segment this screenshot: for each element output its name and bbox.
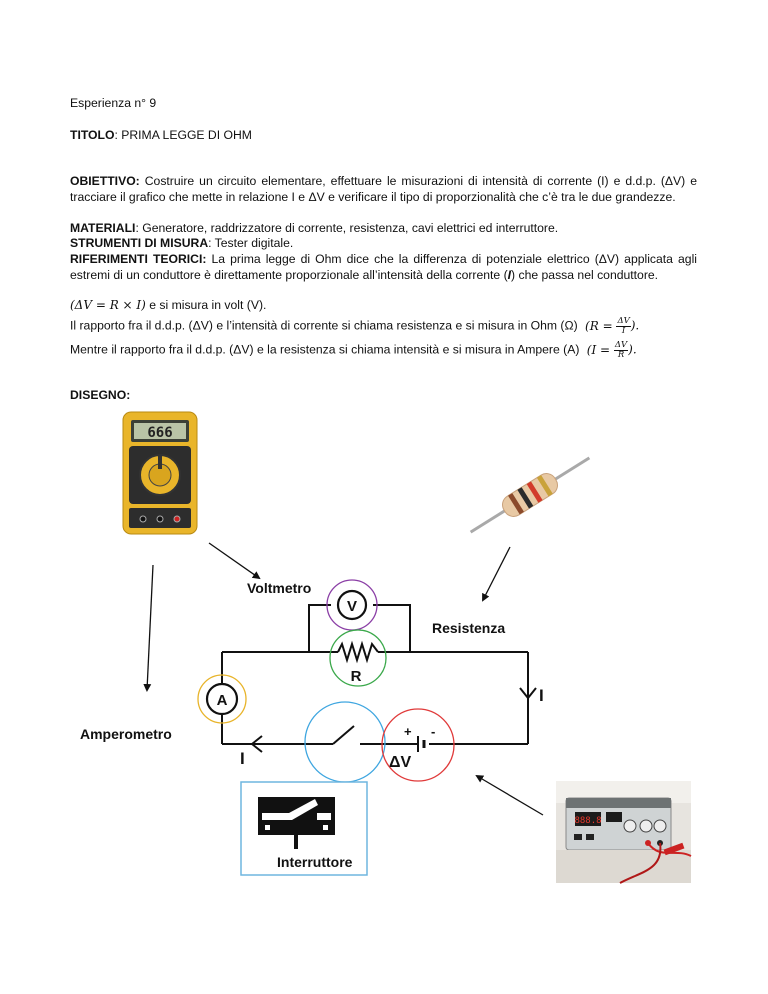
multimeter-image — [123, 412, 197, 534]
theory-text-a: La prima legge di Ohm dice che la differenza di potenziale elettrico (ΔV) applicata agli estremi di un conduttore è direttamente proporzionale all’intensità della corrente ( — [70, 252, 697, 282]
instruments-label: STRUMENTI DI MISURA — [70, 236, 209, 250]
ammeter-pointer-arrow — [147, 565, 153, 690]
theory-label: RIFERIMENTI TEORICI: — [70, 252, 207, 266]
theory-text-b: I — [507, 267, 512, 282]
title-value: : PRIMA LEGGE DI OHM — [114, 128, 252, 142]
switch-symbol — [333, 726, 354, 744]
resistance-formula-post: ). — [630, 318, 640, 333]
title-label: TITOLO — [70, 128, 115, 142]
resistor-image — [465, 449, 595, 542]
generator-display: 888.8 — [574, 816, 602, 826]
battery-label: ΔV — [389, 754, 412, 771]
current-label-bottom: I — [240, 749, 245, 768]
generator-pointer-arrow — [477, 776, 543, 815]
theory-text-c: ) che passa nel conduttore. — [511, 267, 659, 282]
voltmeter-letter: V — [346, 598, 358, 615]
resistance-text: Il rapporto fra il d.d.p. (ΔV) e l’intensità di corrente si chiama resistenza e si misura in Ohm (Ω) — [70, 318, 578, 333]
resistance-num: ΔV — [617, 316, 630, 326]
ammeter-label: Amperometro — [80, 726, 172, 742]
materials-label: MATERIALI — [70, 221, 136, 235]
current-text: Mentre il rapporto fra il d.d.p. (ΔV) e la resistenza si chiama intensità e si misura in Ampere (A) — [70, 342, 580, 357]
current-formula-pre: (I = — [586, 342, 614, 357]
voltmeter-pointer-arrow — [209, 543, 259, 578]
resistance-pointer-arrow — [483, 547, 510, 600]
multimeter-display: 666 — [147, 425, 173, 441]
switch-highlight — [305, 702, 385, 782]
ammeter-letter: A — [216, 692, 228, 709]
voltmeter-label: Voltmetro — [247, 580, 312, 596]
battery-plus: + — [404, 724, 412, 739]
resistance-formula-pre: (R = — [585, 318, 617, 333]
generator-image — [556, 781, 691, 883]
experience-number: Esperienza n° 9 — [70, 96, 157, 110]
objective-text: Costruire un circuito elementare, effettuare le misurazioni di intensità di corrente (I) e d.d.p. (ΔV) e tracciare il grafico che mette in relazione I e ΔV e verificare il tipo di proporzionalità che c’è tra le due grandezze. — [70, 174, 697, 204]
resistor-letter: R — [350, 668, 362, 685]
resistance-label: Resistenza — [432, 620, 506, 636]
switch-legend-label: Interruttore — [277, 854, 353, 870]
current-num: ΔV — [614, 340, 628, 350]
current-label-right: I — [539, 686, 544, 705]
current-formula-post: ). — [628, 342, 637, 357]
current-den: R — [617, 350, 625, 360]
instruments-text: : Tester digitale. — [208, 236, 294, 250]
materials-text: : Generatore, raddrizzatore di corrente, resistenza, cavi elettrici ed interruttore. — [135, 221, 559, 235]
drawing-label: DISEGNO: — [70, 388, 131, 402]
ohm-formula: (ΔV = R × I) — [70, 298, 146, 312]
objective-label: OBIETTIVO: — [70, 174, 140, 188]
resistor-symbol — [338, 644, 378, 660]
formula-tail: e si misura in volt (V). — [145, 298, 267, 312]
battery-minus: - — [431, 724, 436, 739]
resistance-den: I — [621, 326, 626, 336]
